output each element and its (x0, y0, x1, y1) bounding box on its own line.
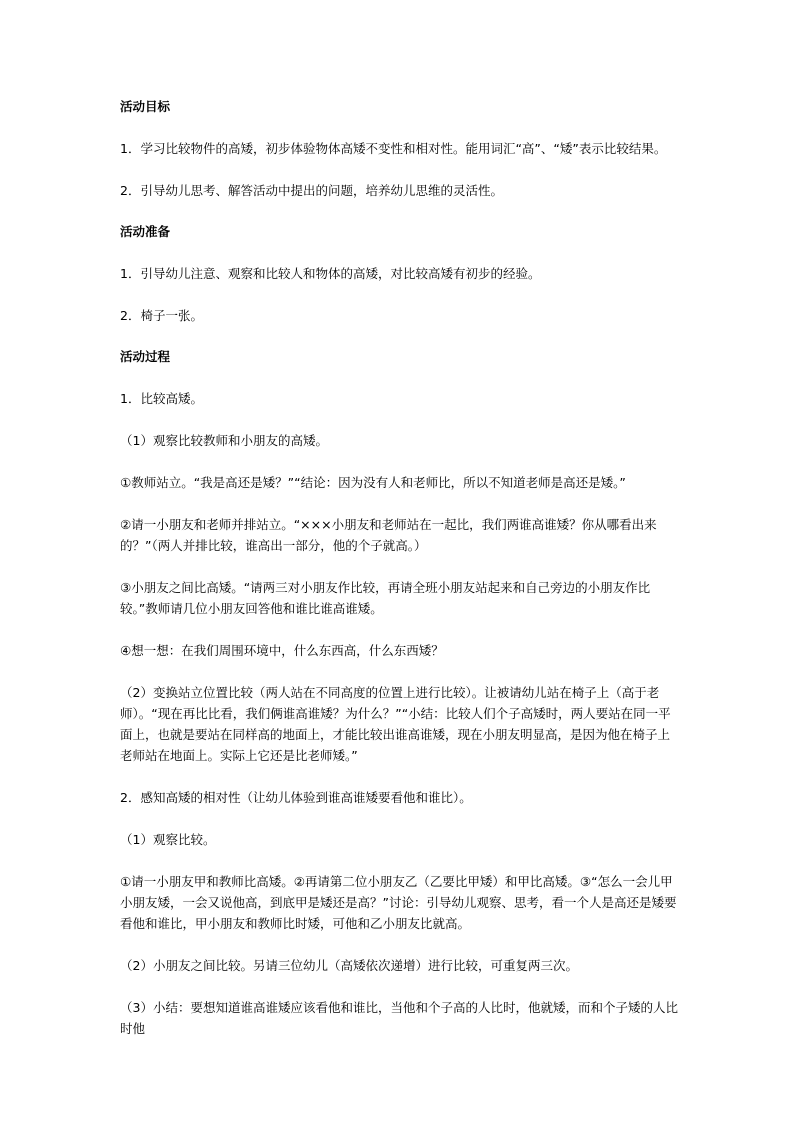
process-point-1: ①教师站立。“我是高还是矮？”“结论：因为没有人和老师比，所以不知道老师是高还是矮。” (120, 475, 626, 490)
process-substep-1-1: （1）观察比较教师和小朋友的高矮。 (120, 433, 328, 448)
document-body (120, 97, 680, 1060)
section-heading-preparation: 活动准备 (120, 224, 171, 239)
process-point-4: ④想一想：在我们周围环境中，什么东西高，什么东西矮？ (120, 643, 444, 658)
preparation-item-2: 2．椅子一张。 (120, 308, 203, 323)
process-step-2: 2．感知高矮的相对性（让幼儿体验到谁高谁矮要看他和谁比）。 (120, 790, 472, 805)
process-substep-2-1: （1）观察比较。 (120, 832, 216, 847)
section-heading-goals: 活动目标 (120, 99, 171, 114)
process-point-2: ②请一小朋友和老师并排站立。“×××小朋友和老师站在一起比，我们两谁高谁矮？你从哪看出来的？”（两人并排比较，谁高出一部分，他的个子就高。） (120, 517, 657, 553)
preparation-item-1: 1．引导幼儿注意、观察和比较人和物体的高矮，对比较高矮有初步的经验。 (120, 266, 541, 281)
section-heading-process: 活动过程 (120, 349, 171, 364)
goal-item-1: 1．学习比较物件的高矮，初步体验物体高矮不变性和相对性。能用词汇“高”、“矮”表示比较结果。 (120, 141, 667, 156)
process-substep-1-2: （2）变换站立位置比较（两人站在不同高度的位置上进行比较）。让被请幼儿站在椅子上（高于老师）。“现在再比比看，我们俩谁高谁矮？为什么？”“小结：比较人们个子高矮时，两人要站在同一平面上，也就是要站在同样高的地面上，才能比较出谁高谁矮，现在小朋友明显高，是因为他在椅子上老师站在地面上。实际上它还是比老师矮。” (120, 685, 671, 763)
process-substep-2-2: （2）小朋友之间比较。另请三位幼儿（高矮依次递增）进行比较，可重复两三次。 (120, 958, 578, 973)
process-step-1: 1．比较高矮。 (120, 391, 203, 406)
process-substep-2-3: （3）小结：要想知道谁高谁矮应该看他和谁比，当他和个子高的人比时，他就矮，而和个子矮的人比时他 (120, 1000, 678, 1036)
goal-item-2: 2．引导幼儿思考、解答活动中提出的问题，培养幼儿思维的灵活性。 (120, 183, 503, 198)
process-point-compare: ①请一小朋友甲和教师比高矮。②再请第二位小朋友乙（乙要比甲矮）和甲比高矮。③“怎么一会儿甲小朋友矮，一会又说他高，到底甲是矮还是高？”讨论：引导幼儿观察、思考，看一个人是高还是矮要看他和谁比，甲小朋友和教师比时矮，可他和乙小朋友比就高。 (120, 874, 677, 931)
process-point-3: ③小朋友之间比高矮。“请两三对小朋友作比较，再请全班小朋友站起来和自己旁边的小朋友作比较。”教师请几位小朋友回答他和谁比谁高谁矮。 (120, 580, 651, 616)
